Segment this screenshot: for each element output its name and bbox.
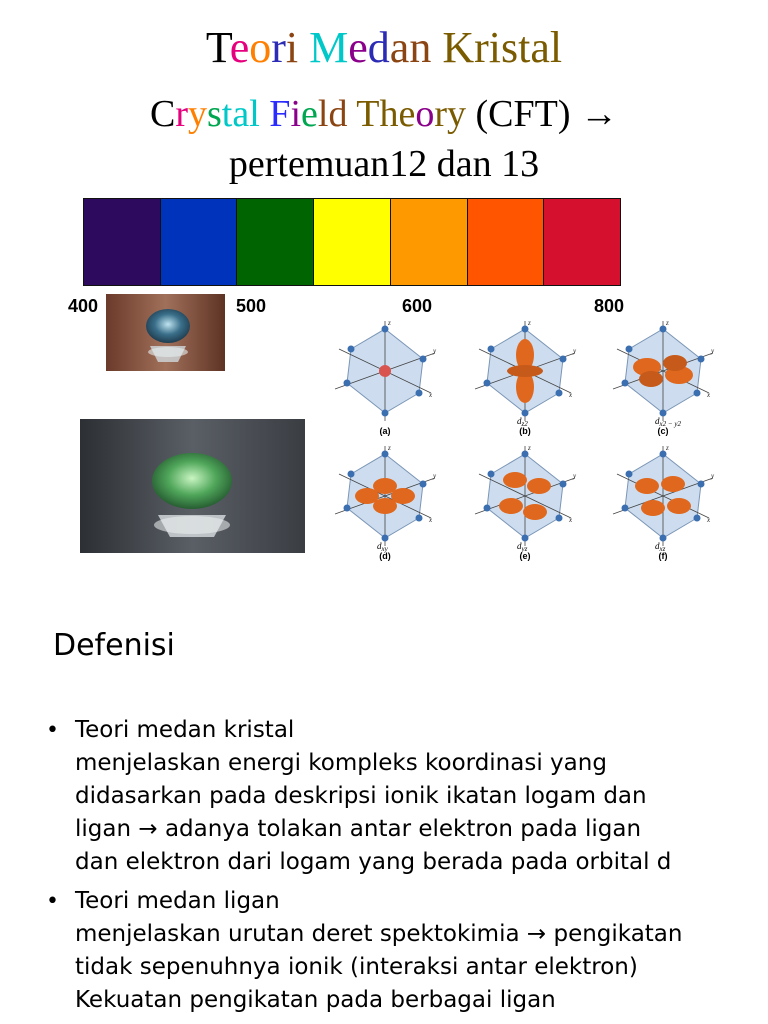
d-orbitals-figure xyxy=(330,316,728,566)
text-line: ligan → adanya tolakan antar elektron pada ligan xyxy=(75,816,642,842)
title-letter: C xyxy=(149,93,176,135)
title-letter: a xyxy=(232,93,250,135)
orbital-diagram xyxy=(335,319,437,436)
svg-text:x: x xyxy=(707,516,711,524)
title-letter: n xyxy=(409,23,432,72)
wavelength-label-400: 400 xyxy=(68,296,99,316)
section-heading: Defenisi xyxy=(53,628,175,663)
text-line: Kekuatan pengikatan pada berbagai ligan xyxy=(75,987,556,1013)
title-letter: s xyxy=(207,93,222,135)
title-letter: r xyxy=(175,93,188,135)
bullet-crystal-field xyxy=(46,714,746,747)
title-letter: d xyxy=(367,23,390,72)
title-letter: e xyxy=(229,23,250,72)
title-letter: i xyxy=(285,23,299,72)
title-letter: y xyxy=(447,93,467,135)
orbital-diagram xyxy=(613,319,715,436)
svg-text:y: y xyxy=(711,472,715,480)
spectrum-swatch xyxy=(161,199,238,285)
svg-text:z: z xyxy=(528,319,531,327)
svg-text:x: x xyxy=(429,391,433,399)
svg-text:y: y xyxy=(433,347,437,355)
svg-text:z: z xyxy=(528,444,531,452)
blue-gem-photo xyxy=(106,294,225,371)
wavelength-label-600: 600 xyxy=(402,296,433,316)
svg-text:x: x xyxy=(429,516,433,524)
title-letter: F xyxy=(269,93,291,135)
orbital-label: (d) xyxy=(379,551,391,561)
svg-text:z: z xyxy=(388,444,391,452)
title-letter: o xyxy=(415,93,435,135)
title-letter: h xyxy=(379,93,399,135)
bullet-ligand-field xyxy=(46,885,746,918)
orbital-name: $d_{xz}$ xyxy=(655,541,666,553)
svg-text:x: x xyxy=(569,391,573,399)
title-letter: y xyxy=(188,93,207,135)
svg-text:x: x xyxy=(707,391,711,399)
svg-text:z: z xyxy=(666,319,669,327)
green-gem-photo xyxy=(80,419,305,553)
spectrum-swatch xyxy=(84,199,161,285)
bullet-heading: Teori medan kristal xyxy=(75,717,295,743)
orbital-diagram xyxy=(475,319,577,436)
slide-title xyxy=(0,20,768,76)
title-letter: r xyxy=(434,93,448,135)
title-letter: e xyxy=(398,93,416,135)
title-letter: l xyxy=(317,93,329,135)
wavelength-label-800: 800 xyxy=(594,296,625,316)
title-letter: o xyxy=(249,23,272,72)
bullet-dot: • xyxy=(46,718,59,743)
svg-text:x: x xyxy=(569,516,573,524)
bullet-description xyxy=(46,918,746,1017)
title-letter: K xyxy=(442,23,475,72)
title-letter: s xyxy=(500,23,519,72)
title-letter: t xyxy=(221,93,233,135)
svg-text:y: y xyxy=(433,472,437,480)
title-letter: i xyxy=(290,93,301,135)
slide-subtitle xyxy=(0,88,768,140)
spectrum-swatch xyxy=(391,199,468,285)
spectrum-swatch xyxy=(314,199,391,285)
text-line: didasarkan pada deskripsi ionik ikatan logam dan xyxy=(75,783,647,809)
text-line: menjelaskan urutan deret spektokimia → pengikatan xyxy=(75,921,683,947)
orbital-name: $d_{yz}$ xyxy=(517,541,528,553)
bullet-description xyxy=(46,747,746,879)
title-letter: a xyxy=(530,23,550,72)
bullet-heading: Teori medan ligan xyxy=(75,888,280,914)
title-letter: i xyxy=(488,23,501,72)
slide-subtitle-line2: pertemuan12 dan 13 xyxy=(228,143,540,185)
subtitle-suffix: (CFT) → xyxy=(466,93,619,135)
definitions-list xyxy=(46,714,746,1023)
text-line: menjelaskan energi kompleks koordinasi yang xyxy=(75,750,607,776)
orbital-name: $d_{x2 - y2}$ xyxy=(655,416,681,428)
spectrum-swatch xyxy=(468,199,545,285)
svg-text:y: y xyxy=(573,347,577,355)
svg-text:z: z xyxy=(388,319,391,327)
text-line: tidak sepenuhnya ionik (interaksi antar elektron) xyxy=(75,954,638,980)
text-line: dan elektron dari logam yang berada pada orbital d xyxy=(75,849,672,875)
svg-text:y: y xyxy=(573,472,577,480)
orbital-diagram xyxy=(475,444,577,561)
orbital-name: $d_{xy}$ xyxy=(377,541,388,553)
title-letter: e xyxy=(348,23,368,72)
title-letter: t xyxy=(518,23,531,72)
orbital-label: (e) xyxy=(519,551,531,561)
orbital-name: $d_{z2}$ xyxy=(517,416,528,428)
wavelength-label-500: 500 xyxy=(236,296,267,316)
title-letter: r xyxy=(271,23,286,72)
title-letter: l xyxy=(249,93,260,135)
orbital-diagram xyxy=(335,444,437,561)
title-letter: M xyxy=(309,23,349,72)
orbital-label: (b) xyxy=(519,426,531,436)
orbital-diagram xyxy=(613,444,715,561)
title-letter: l xyxy=(549,23,563,72)
bullet-dot: • xyxy=(46,889,59,914)
orbital-label: (f) xyxy=(658,551,668,561)
svg-text:y: y xyxy=(711,347,715,355)
color-spectrum-bar xyxy=(83,198,621,286)
orbital-label: (a) xyxy=(379,426,391,436)
title-letter: T xyxy=(205,23,230,72)
title-letter: r xyxy=(474,23,489,72)
spectrum-swatch xyxy=(237,199,314,285)
title-letter: e xyxy=(301,93,318,135)
title-letter: T xyxy=(356,93,380,135)
orbital-label: (c) xyxy=(657,426,669,436)
svg-text:z: z xyxy=(666,444,669,452)
title-letter: a xyxy=(389,23,410,72)
title-letter: d xyxy=(328,93,348,135)
spectrum-swatch xyxy=(544,199,620,285)
